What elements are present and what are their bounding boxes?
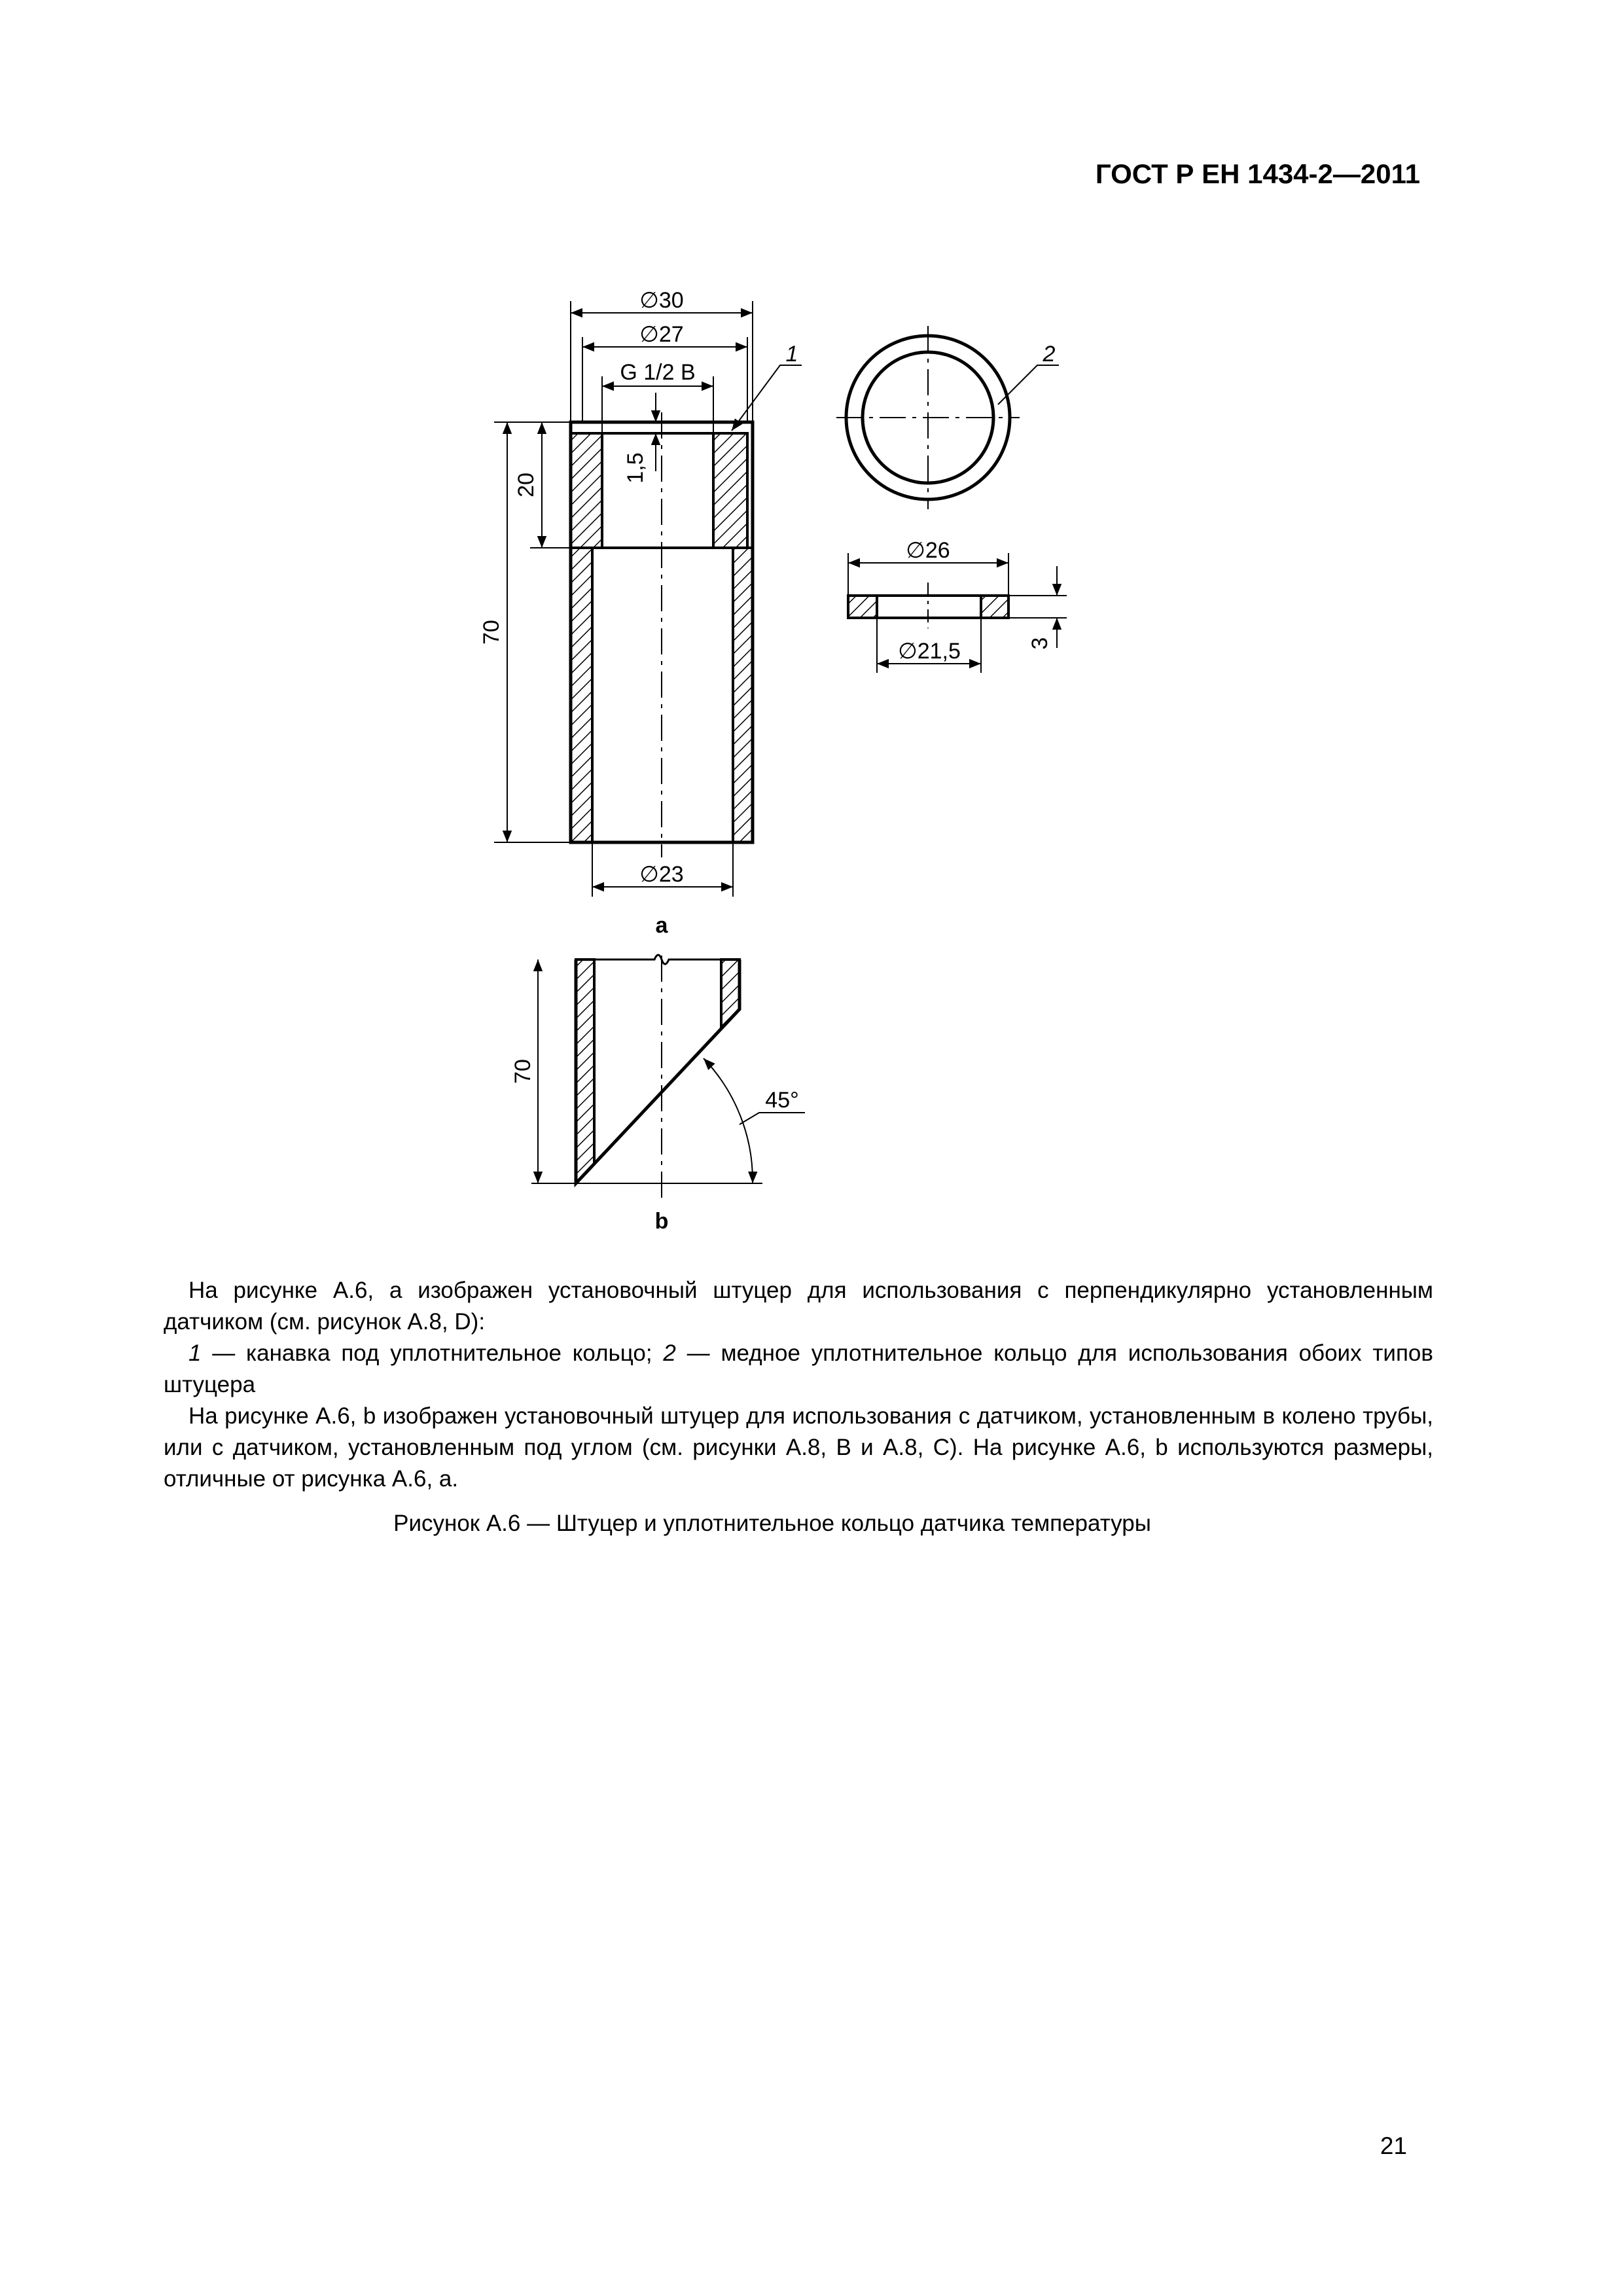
- figure-caption: Рисунок А.6 — Штуцер и уплотнительное кольцо датчика температуры: [393, 1511, 1151, 1536]
- view-a-label: a: [655, 913, 668, 938]
- dim-ring-outer: ∅26: [906, 538, 950, 563]
- dim-view-b-length: 70: [510, 1059, 535, 1084]
- paragraph-legend: [164, 1338, 1433, 1401]
- page-number: 21: [1380, 2132, 1407, 2159]
- fitting-view-a: [494, 301, 802, 897]
- ring-views: [836, 326, 1067, 673]
- paragraph-view-a: На рисунке А.6, а изображен установочный штуцер для использования с перпендикулярно установленным датчиком (см. рисунок А.8, D):: [164, 1278, 1433, 1335]
- dim-groove-diameter: ∅27: [639, 322, 684, 347]
- view-b-label: b: [654, 1209, 669, 1234]
- legend-1-number: 1: [188, 1340, 202, 1366]
- dim-angle: 45°: [765, 1088, 799, 1113]
- dim-total-length: 70: [479, 620, 504, 645]
- callout-2: 2: [1043, 342, 1056, 367]
- dim-bore-diameter: ∅23: [639, 862, 684, 887]
- legend-2-text: — медное уплотнительное кольцо для использования обоих типов штуцера: [164, 1340, 1433, 1397]
- dim-ring-inner: ∅21,5: [898, 639, 961, 664]
- figure-description: [164, 1275, 1433, 1495]
- legend-2-number: 2: [663, 1340, 676, 1366]
- callout-1: 1: [785, 342, 798, 367]
- fitting-view-b: [531, 955, 805, 1198]
- paragraph-view-b: На рисунке А.6, b изображен установочный штуцер для использования с датчиком, установленным в колено трубы, или с датчиком, установленным под углом (см. рисунки А.8, B и А.8, C). На рисунке А.6, b используются размеры, отличные от рисунка А.6, а.: [164, 1403, 1433, 1492]
- dim-thread: G 1/2 B: [620, 360, 696, 385]
- dim-ring-thickness: 3: [1027, 637, 1052, 650]
- legend-1-text: — канавка под уплотнительное кольцо;: [201, 1340, 664, 1366]
- dim-groove-depth: 1,5: [623, 452, 648, 484]
- dim-outer-diameter: ∅30: [639, 288, 684, 313]
- document-header: ГОСТ Р ЕН 1434-2—2011: [1095, 158, 1420, 189]
- dim-thread-length: 20: [514, 473, 539, 497]
